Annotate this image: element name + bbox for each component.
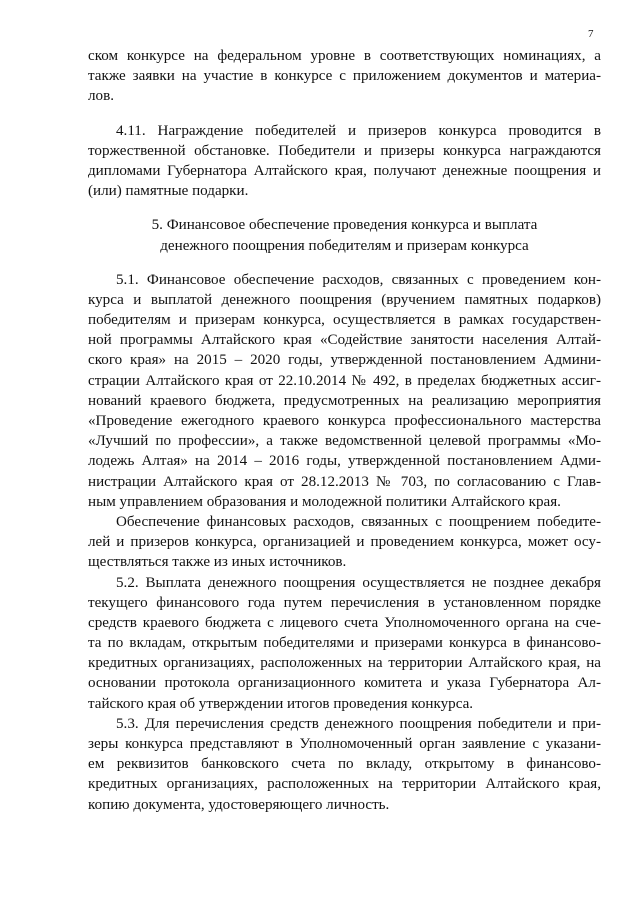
text-line: страции Алтайского края от 22.10.2014 № 492, в пределах бюджетных ассиг- — [88, 372, 601, 389]
page-number: 7 — [588, 28, 594, 40]
heading-line: 5. Финансовое обеспечение проведения конкурса и выплата — [151, 217, 538, 234]
text-line: нований краевого бюджета, предусмотренных на реализацию мероприятия — [88, 392, 601, 409]
text-line: нистрации Алтайского края от 28.12.2013 № 703, по согласованию с Глав- — [88, 473, 601, 490]
text-line: 5.3. Для перечисления средств денежного поощрения победители и при- — [116, 715, 601, 732]
paragraph-5-2 — [88, 573, 601, 714]
text-line: ем реквизитов банковского счета по вкладу, открытому в финансово- — [88, 756, 601, 773]
heading-line: денежного поощрения победителям и призерам конкурса — [160, 237, 529, 254]
text-line: ском конкурсе на федеральном уровне в соответствующих номинациях, а — [88, 48, 601, 64]
text-line: текущего финансового года путем перечисления в установленном порядке — [88, 594, 601, 611]
text-line: курса и выплатой денежного поощрения (вручением памятных подарков) — [88, 291, 601, 308]
text-line: «Проведение ежегодного краевого конкурса профессионального мастерства — [88, 413, 601, 429]
text-line: зеры конкурса представляют в Уполномоченный орган заявление с указани- — [88, 736, 601, 752]
text-line: торжественной обстановке. Победители и призеры конкурса награждаются — [88, 142, 601, 159]
text-line: лей и призеров конкурса, организацией и проведением конкурса, может осу- — [88, 534, 601, 551]
text-line: 5.1. Финансовое обеспечение расходов, связанных с проведением кон- — [116, 271, 601, 288]
text-line: «Лучший по профессии», а также ведомственной целевой программы «Мо- — [88, 433, 601, 450]
text-line: (или) памятные подарки. — [88, 183, 249, 200]
text-line: также заявки на участие в конкурсе с приложением документов и материа- — [88, 68, 601, 85]
text-line: Обеспечение финансовых расходов, связанных с поощрением победите- — [116, 513, 601, 530]
text-line: та по вкладам, открытым победителями и призерами конкурса в финансово- — [88, 635, 601, 652]
document-body — [88, 46, 601, 815]
text-line: ным управлением образования и молодежной политики Алтайского края. — [88, 493, 561, 510]
text-line: дипломами Губернатора Алтайского края, получают денежные поощрения и — [88, 162, 601, 179]
text-line: средств краевого бюджета с лицевого счета Уполномоченного органа на сче- — [88, 614, 601, 631]
text-line: ществляться также из иных источников. — [88, 554, 347, 571]
paragraph-5-1-b — [88, 512, 601, 573]
paragraph-5-1 — [88, 270, 601, 512]
text-line: кредитных организациях, расположенных на территории Алтайского края, на — [88, 655, 601, 672]
section-heading — [88, 215, 601, 255]
text-line: ной программы Алтайского края «Содействие занятости населения Алтай- — [88, 332, 601, 349]
text-line: ского края» на 2015 – 2020 годы, утвержденной постановлением Админи- — [88, 352, 601, 369]
text-line: копию документа, удостоверяющего личность. — [88, 796, 390, 813]
text-line: 4.11. Награждение победителей и призеров конкурса проводится в — [116, 122, 601, 139]
paragraph-5-3 — [88, 714, 601, 815]
text-line: лов. — [88, 88, 114, 105]
text-line: победителям и призерам конкурса, осуществляется в рамках государствен- — [88, 312, 601, 329]
text-line: основании протокола организационного комитета и указа Губернатора Ал- — [88, 675, 601, 692]
text-line: 5.2. Выплата денежного поощрения осуществляется не позднее декабря — [116, 574, 601, 591]
text-line: тайского края об утверждении итогов проведения конкурса. — [88, 695, 474, 712]
paragraph-4-11 — [88, 121, 601, 202]
paragraph-continuation — [88, 46, 601, 107]
text-line: лодежь Алтая» на 2014 – 2016 годы, утвержденной постановлением Адми- — [88, 453, 601, 470]
text-line: кредитных организациях, расположенных на территории Алтайского края, — [88, 776, 601, 793]
